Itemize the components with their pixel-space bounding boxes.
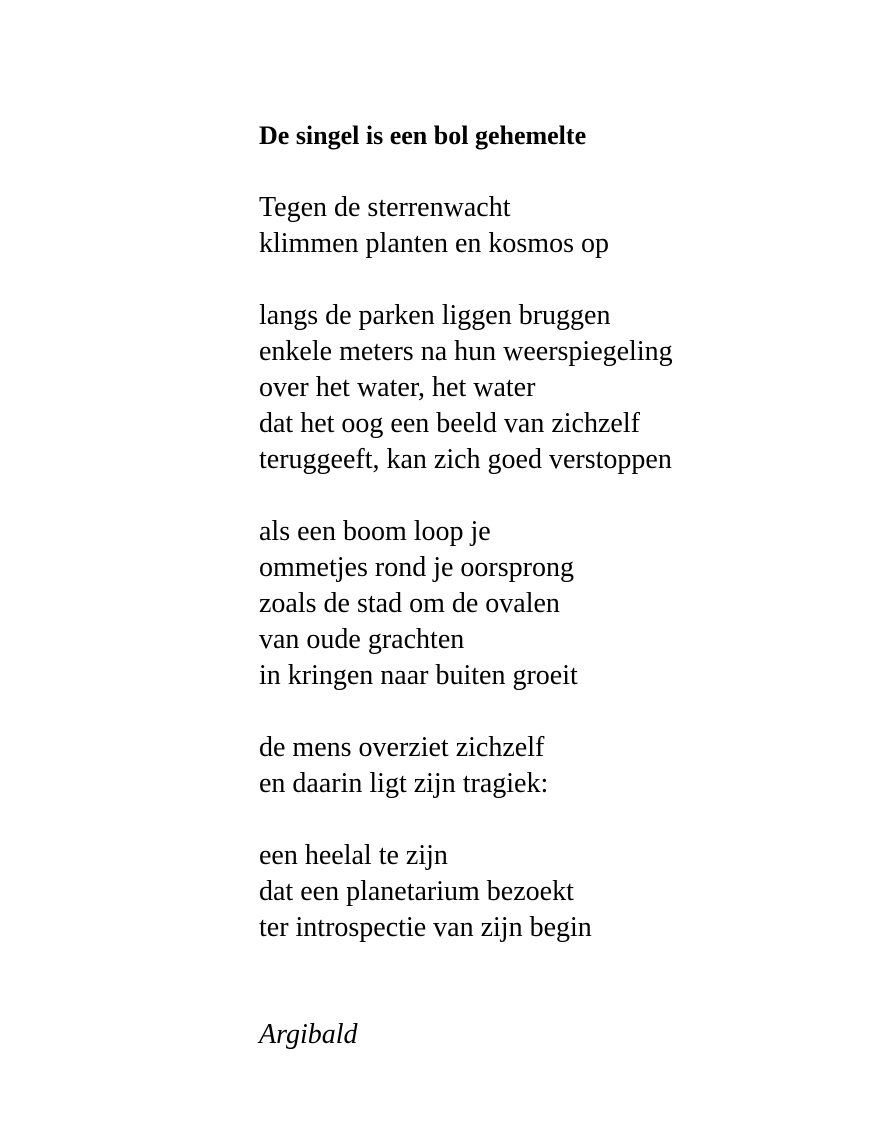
stanza [259,298,859,478]
poem-line: een heelal te zijn [259,840,448,871]
poem-line: en daarin ligt zijn tragiek: [259,768,549,799]
stanza [259,190,859,262]
stanza [259,838,859,946]
poem-author: Argibald [259,1019,358,1050]
poem-line: in kringen naar buiten groeit [259,660,578,691]
poem-line: dat een planetarium bezoekt [259,876,574,907]
poem-line: van oude grachten [259,624,465,655]
poem-line: zoals de stad om de ovalen [259,588,560,619]
poem-line: ommetjes rond je oorsprong [259,552,574,583]
poem-line: Tegen de sterrenwacht [259,192,511,223]
poem-line: langs de parken liggen bruggen [259,300,611,331]
stanza [259,514,859,694]
poem-line: over het water, het water [259,372,536,403]
poem-line: als een boom loop je [259,516,491,547]
poem-body [259,190,859,946]
poem-line: de mens overziet zichzelf [259,732,545,763]
poem-line: teruggeeft, kan zich goed verstoppen [259,444,672,475]
poem [259,118,859,982]
stanza [259,730,859,802]
poem-title: De singel is een bol gehemelte [259,121,587,150]
poem-line: dat het oog een beeld van zichzelf [259,408,640,439]
poem-line: enkele meters na hun weerspiegeling [259,336,673,367]
poem-line: klimmen planten en kosmos op [259,228,609,259]
poem-line: ter introspectie van zijn begin [259,912,592,943]
